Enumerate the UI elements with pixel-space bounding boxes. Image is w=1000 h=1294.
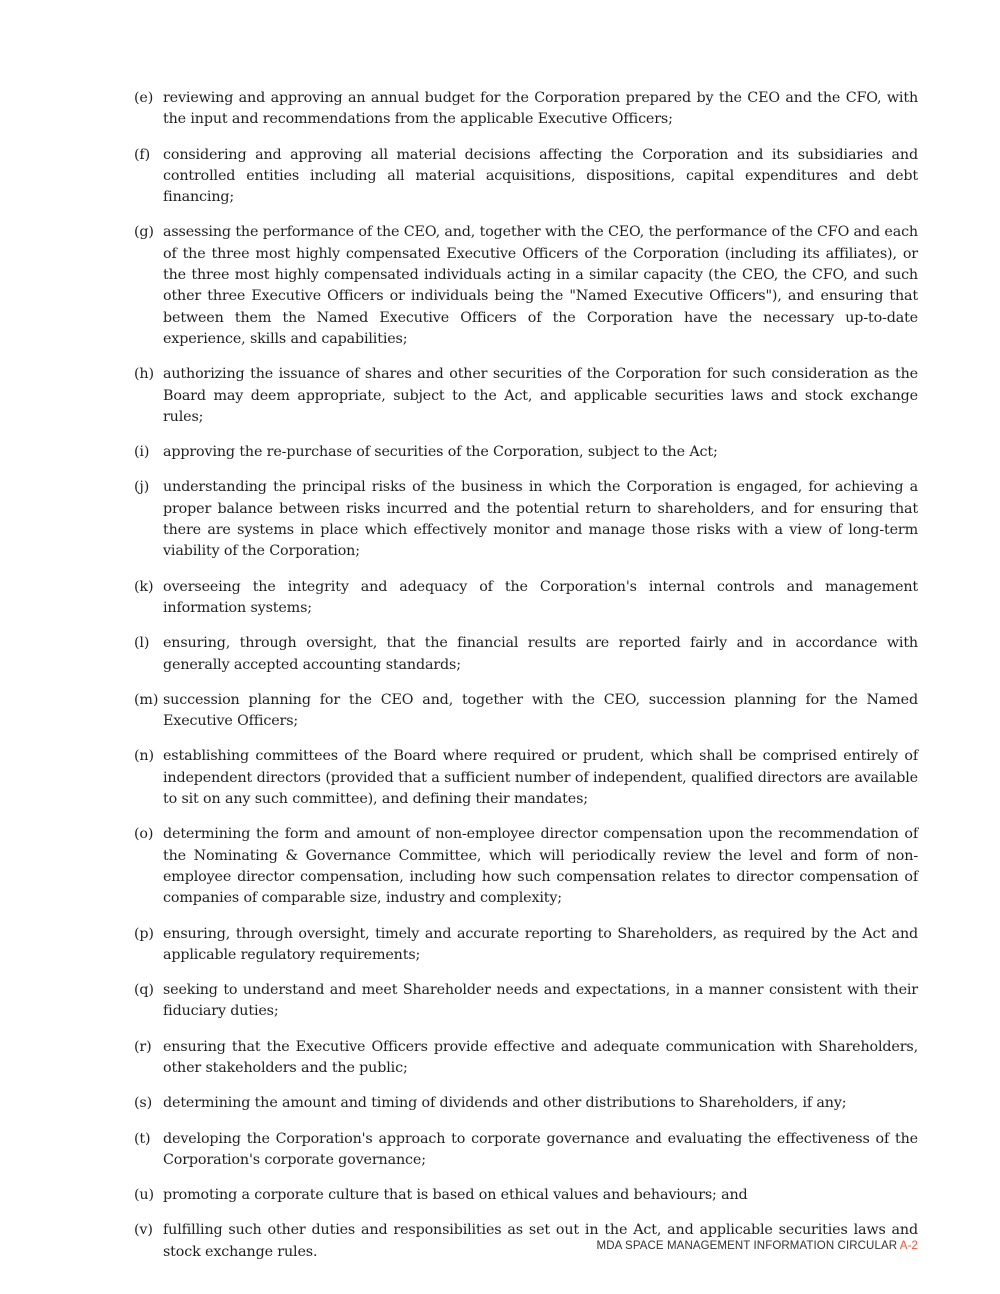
item-label: (i): [134, 444, 150, 461]
item-label: (r): [134, 1038, 152, 1055]
item-text: ensuring, through oversight, that the financial results are reported fairly and in accordance with generally accepted accounting standards;: [163, 635, 918, 673]
item-text: approving the re-purchase of securities of the Corporation, subject to the Act;: [163, 444, 718, 461]
list-item: [134, 1129, 918, 1172]
item-text: promoting a corporate culture that is based on ethical values and behaviours; and: [163, 1187, 748, 1204]
item-label: (u): [134, 1187, 154, 1204]
item-text: developing the Corporation's approach to corporate governance and evaluating the effectiveness of the Corporation's corporate governance;: [163, 1130, 918, 1168]
page-footer: [597, 1240, 918, 1252]
item-label: (n): [134, 748, 154, 765]
item-text: overseeing the integrity and adequacy of the Corporation's internal controls and management information systems;: [163, 578, 918, 616]
item-label: (f): [134, 146, 150, 163]
item-text: assessing the performance of the CEO, and, together with the CEO, the performance of the CFO and each of the three most highly compensated Executive Officers of the Corporation (including its affiliates), or the three most highly compensated individuals acting in a similar capacity (the CEO, the CFO, and such other three Executive Officers or individuals being the "Named Executive Officers"), and ensuring that between them the Named Executive Officers of the Corporation have the necessary up-to-date experience, skills and capabilities;: [163, 224, 918, 347]
footer-title: MDA SPACE MANAGEMENT INFORMATION CIRCULAR: [596, 1240, 898, 1252]
list-item: [134, 1093, 918, 1114]
list-item: [134, 88, 918, 131]
item-label: (s): [134, 1095, 153, 1112]
item-label: (o): [134, 826, 154, 843]
item-text: authorizing the issuance of shares and other securities of the Corporation for such consideration as the Board may deem appropriate, subject to the Act, and applicable securities laws and stock exchange rules;: [163, 366, 918, 425]
list-item: [134, 1185, 918, 1206]
item-text: seeking to understand and meet Shareholder needs and expectations, in a manner consistent with their fiduciary duties;: [163, 982, 918, 1020]
item-text: determining the form and amount of non-employee director compensation upon the recommendation of the Nominating & Governance Committee, which will periodically review the level and form of non-employee director compensation, including how such compensation relates to director compensation of companies of comparable size, industry and complexity;: [163, 826, 918, 907]
item-label: (t): [134, 1130, 151, 1147]
item-label: (m): [134, 691, 159, 708]
list-item: [134, 577, 918, 620]
item-label: (g): [134, 224, 154, 241]
item-text: determining the amount and timing of dividends and other distributions to Shareholders, if any;: [163, 1095, 847, 1112]
list-item: [134, 924, 918, 967]
item-label: (p): [134, 925, 154, 942]
item-text: establishing committees of the Board where required or prudent, which shall be comprised entirely of independent directors (provided that a sufficient number of independent, qualified directors are available to sit on any such committee), and defining their mandates;: [163, 748, 918, 808]
list-item: [134, 633, 918, 676]
list-item: [134, 1037, 918, 1080]
list-item: [134, 690, 918, 733]
item-text: understanding the principal risks of the business in which the Corporation is engaged, for achieving a proper balance between risks incurred and the potential return to shareholders, and for ensuring that there are systems in place which effectively monitor and manage those risks with a view of long-term viability of the Corporation;: [163, 479, 918, 560]
item-label: (j): [134, 479, 150, 496]
list-item: [134, 824, 918, 909]
page-number: A-2: [899, 1240, 918, 1252]
item-text: reviewing and approving an annual budget for the Corporation prepared by the CEO and the CFO, with the input and recommendations from the applicable Executive Officers;: [163, 90, 918, 128]
item-label: (e): [134, 90, 154, 106]
mandate-list: [134, 88, 918, 1277]
list-item: [134, 477, 918, 562]
item-text: considering and approving all material decisions affecting the Corporation and its subsidiaries and controlled entities including all material acquisitions, dispositions, capital expenditures and debt financing;: [163, 146, 918, 206]
item-label: (v): [134, 1222, 153, 1239]
list-item: [134, 222, 918, 350]
list-item: [134, 980, 918, 1023]
item-label: (l): [134, 635, 150, 652]
item-text: ensuring, through oversight, timely and accurate reporting to Shareholders, as required by the Act and applicable regulatory requirements;: [163, 925, 918, 963]
list-item: [134, 746, 918, 810]
list-item: [134, 364, 918, 428]
item-text: ensuring that the Executive Officers provide effective and adequate communication with Shareholders, other stakeholders and the public;: [163, 1038, 918, 1076]
list-item: [134, 145, 918, 209]
item-text: fulfilling such other duties and responsibilities as set out in the Act, and applicable securities laws and stock exchange rules.: [163, 1222, 918, 1260]
item-label: (k): [134, 578, 154, 595]
item-label: (h): [134, 366, 154, 383]
item-text: succession planning for the CEO and, together with the CEO, succession planning for the Named Executive Officers;: [163, 691, 918, 730]
item-label: (q): [134, 982, 154, 999]
list-item: [134, 442, 918, 463]
